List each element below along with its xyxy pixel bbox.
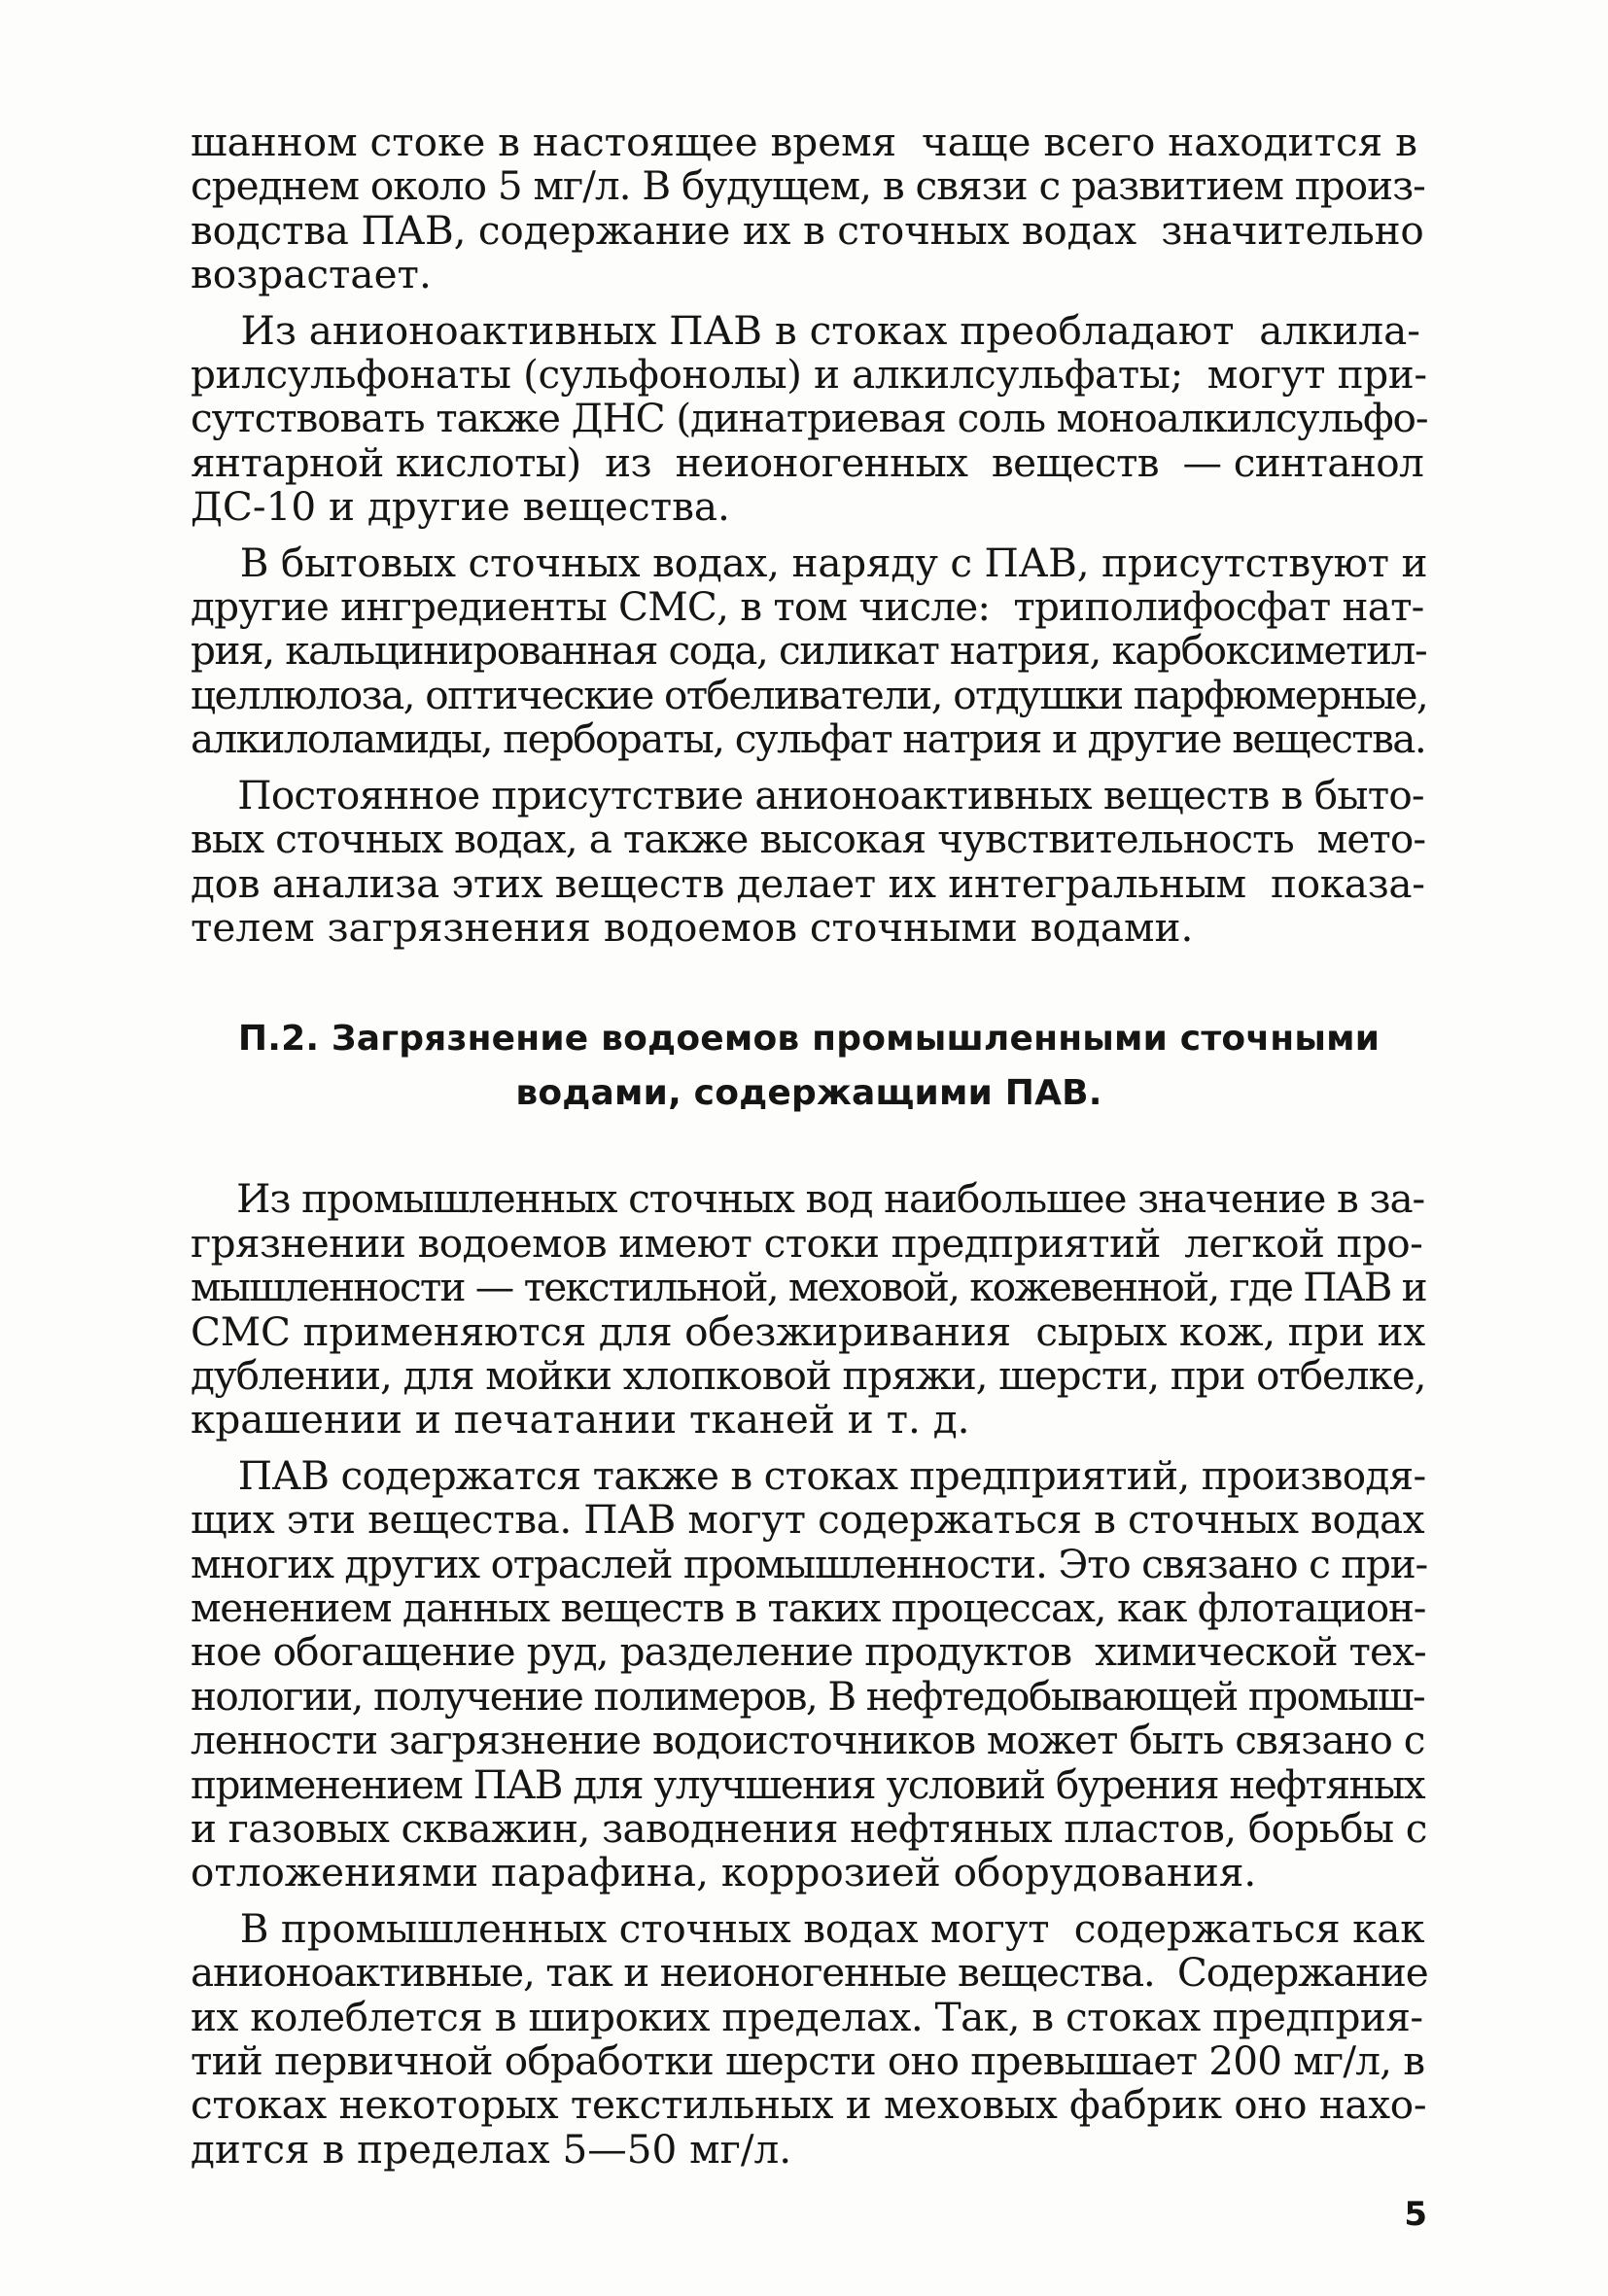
text-line: алкилоламиды, пербораты, сульфат натрия и другие вещества. [191,715,1426,763]
text-line: дублении, для мойки хлопковой пряжи, шерсти, при отбелке, [191,1351,1426,1399]
section-heading [191,1012,1427,1121]
text-line: рилсульфонаты (сульфонолы) и алкилсульфаты; могут при- [191,351,1427,399]
text-line: вых сточных водах, а также высокая чувствительность мето- [191,816,1426,863]
text-line: Постоянное присутствие анионоактивных веществ в быто- [191,771,1424,818]
text-line: анионоактивные, так и неионогенные вещества. Содержание [191,1949,1428,1997]
text-line: крашении и печатании тканей и т. д. [191,1396,970,1444]
paragraph [191,1451,1428,1896]
text-line: дится в пределах 5—50 мг/л. [191,2125,792,2173]
section-body [191,1177,1427,2172]
text-line: водства ПАВ, содержание их в сточных водах значительно [191,206,1424,254]
text-line: Из анионоактивных ПАВ в стоках преобладают алкила- [191,306,1420,354]
text-line: сутствовать также ДНС (динатриевая соль моноалкилсульфо- [191,395,1428,442]
text-line: дов анализа этих веществ делает их интегральным показа- [191,859,1425,907]
paragraph [191,121,1427,297]
text-line: В промышленных сточных водах могут содержаться как [191,1904,1425,1952]
paragraph [191,1177,1427,1442]
text-line: применением ПАВ для улучшения условий бурения нефтяных [191,1760,1425,1808]
text-line: другие ингредиенты СМС, в том числе: триполифосфат нат- [191,583,1424,631]
text-line: возрастает. [191,251,432,298]
text-line: мышленности — текстильной, меховой, кожевенной, где ПАВ и [191,1264,1426,1311]
paragraph [191,1904,1428,2173]
text-line: Из промышленных сточных вод наибольшее значение в за- [191,1175,1425,1223]
heading-line: П.2. Загрязнение водоемов промышленными сточными [237,1019,1381,1060]
text-line: многих других отраслей промышленности. Это связано с при- [191,1540,1428,1587]
text-line: и газовых скважин, заводнения нефтяных пластов, борьбы с [191,1805,1427,1852]
text-line: СМС применяются для обезжиривания сырых кож, при их [191,1307,1426,1355]
text-line: грязнении водоемов имеют стоки предприятий легкой про- [191,1219,1423,1267]
text-line: нологии, получение полимеров, В нефтедобывающей промыш- [191,1672,1425,1720]
page-number: 5 [1404,2195,1427,2234]
text-line: ПАВ содержатся также в стоках предприятий, производя- [191,1451,1426,1499]
text-line: В бытовых сточных водах, наряду с ПАВ, присутствуют и [191,539,1428,586]
text-line: среднем около 5 мг/л. В будущем, в связи с развитием произ- [191,162,1425,210]
text-line: целлюлоза, оптические отбеливатели, отдушки парфюмерные, [191,671,1428,718]
paragraph [191,306,1428,531]
text-line: ДС-10 и другие вещества. [191,483,730,531]
text-line: тий первичной обработки шерсти оно превышает 200 мг/л, в [191,2037,1425,2085]
text-line: ленности загрязнение водоисточников может быть связано с [191,1717,1425,1764]
text-line: телем загрязнения водоемов сточными водами. [191,903,1194,951]
text-column [191,121,1427,2172]
intro-section [191,121,1427,950]
text-line: янтарной кислоты) из неионогенных веществ — синтанол [191,438,1424,486]
text-line: рия, кальцинированная сода, силикат натрия, карбоксиметил- [191,627,1427,675]
paragraph [191,771,1427,951]
text-line: стоках некоторых текстильных и меховых фабрик оно нахо- [191,2081,1427,2129]
text-line: ное обогащение руд, разделение продуктов химической тех- [191,1628,1426,1676]
paragraph [191,541,1427,762]
text-line: менением данных веществ в таких процессах, как флотацион- [191,1583,1426,1631]
heading-line: водами, содержащими ПАВ. [515,1073,1102,1114]
text-line: щих эти вещества. ПАВ могут содержаться в сточных водах [191,1496,1425,1544]
text-line: отложениями парафина, коррозией оборудования. [191,1849,1257,1896]
text-line: их колеблется в широких пределах. Так, в стоках предприя- [191,1993,1423,2040]
text-line: шанном стоке в настоящее время чаще всего находится в [191,119,1417,165]
